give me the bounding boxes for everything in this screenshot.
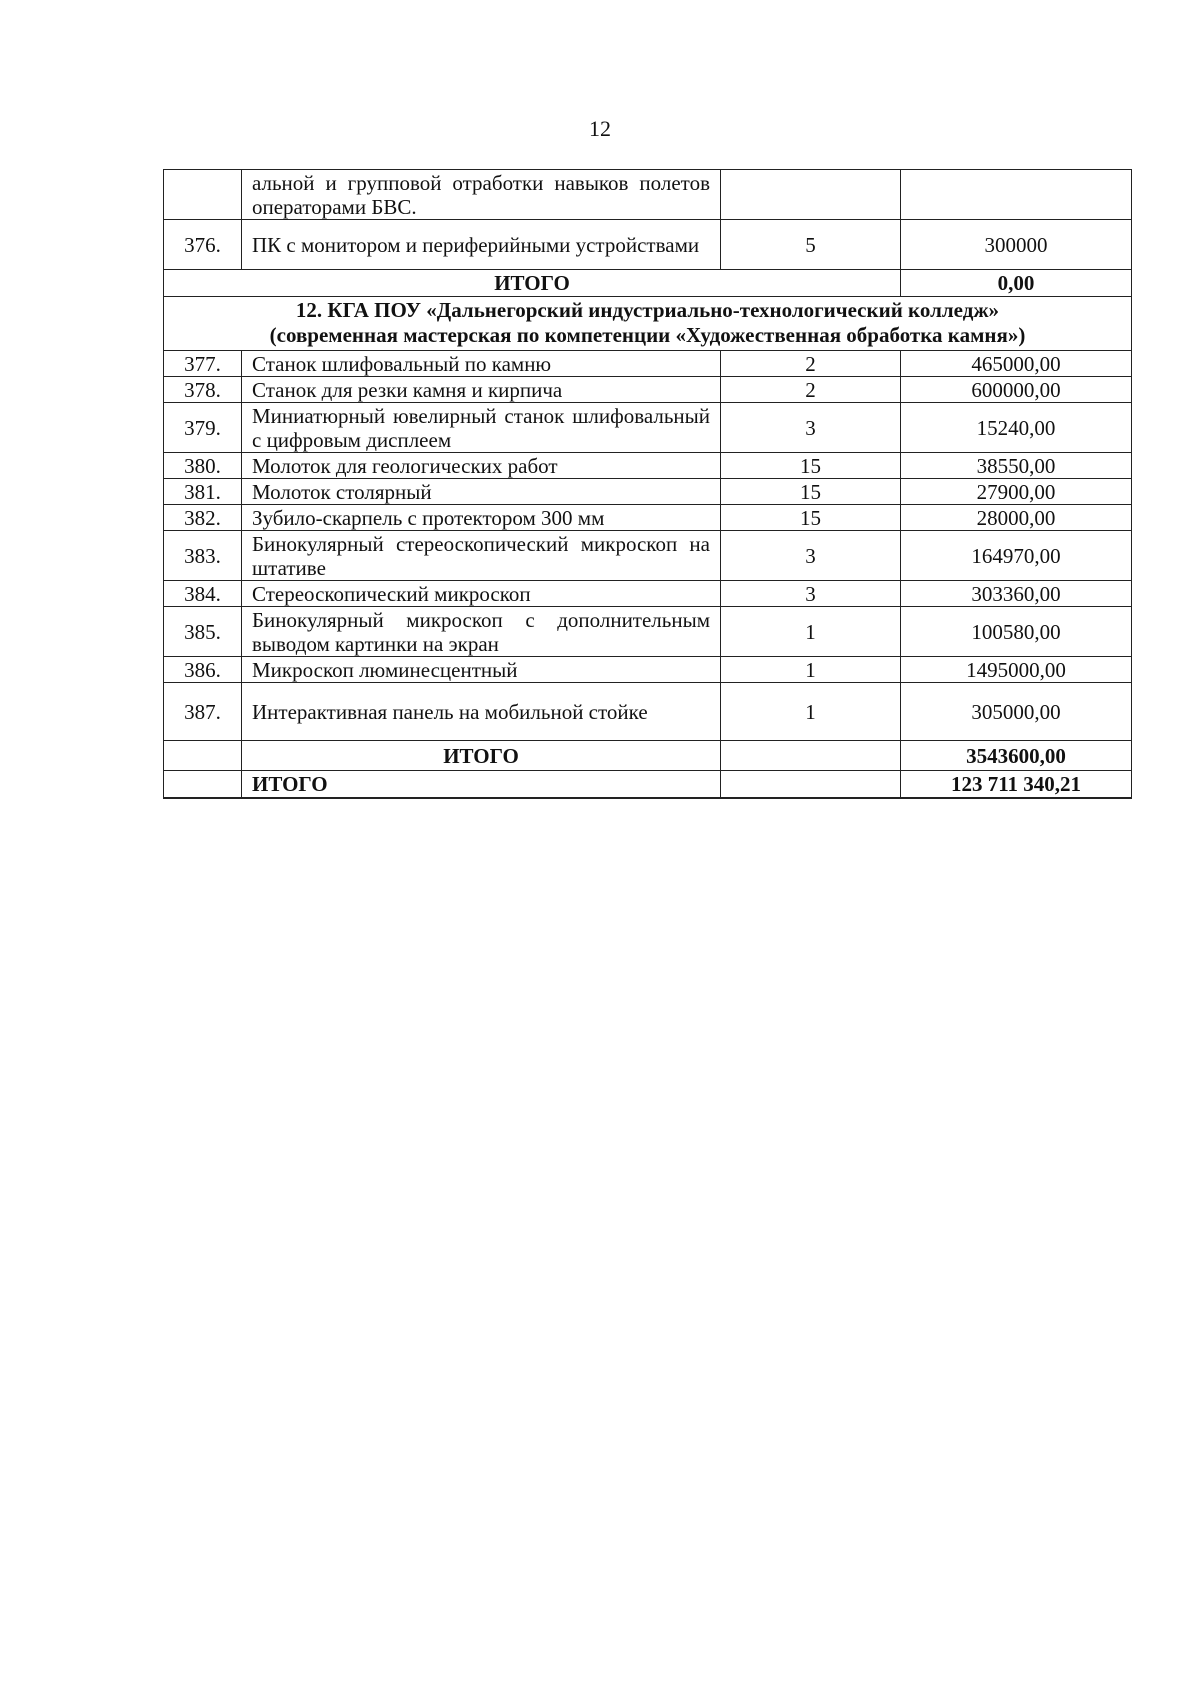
- grand-total-sum: 123 711 340,21: [901, 771, 1132, 798]
- section-total-row: [164, 741, 1132, 771]
- item-quantity: 3: [721, 531, 901, 581]
- item-quantity: 15: [721, 479, 901, 505]
- item-sum: [901, 170, 1132, 220]
- table-row: [164, 683, 1132, 741]
- table-row: [164, 581, 1132, 607]
- item-sum: 303360,00: [901, 581, 1132, 607]
- item-name: ПК с монитором и периферийными устройствами: [242, 220, 721, 270]
- page-number: 12: [589, 116, 611, 141]
- item-number: 386.: [164, 657, 242, 683]
- item-name: Молоток столярный: [242, 479, 721, 505]
- item-sum: 38550,00: [901, 453, 1132, 479]
- grand-total-row: [164, 771, 1132, 798]
- item-name: Миниатюрный ювелирный станок шлифовальный с цифровым дисплеем: [242, 403, 721, 453]
- item-number: 381.: [164, 479, 242, 505]
- item-quantity: 1: [721, 607, 901, 657]
- item-quantity: 15: [721, 453, 901, 479]
- item-name: Станок шлифовальный по камню: [242, 351, 721, 377]
- table-row: [164, 607, 1132, 657]
- item-quantity: 5: [721, 220, 901, 270]
- section-heading-line1: 12. КГА ПОУ «Дальнегорский индустриально-технологический колледж»: [295, 298, 1000, 322]
- section-heading: [164, 297, 1132, 351]
- section-total-sum: 0,00: [901, 270, 1132, 297]
- item-number: 377.: [164, 351, 242, 377]
- item-name: Интерактивная панель на мобильной стойке: [242, 683, 721, 741]
- table-row: [164, 403, 1132, 453]
- section-total-label: ИТОГО: [242, 741, 721, 771]
- section-total-row: [164, 270, 1132, 297]
- item-number: [164, 170, 242, 220]
- item-quantity: 3: [721, 403, 901, 453]
- item-quantity: 1: [721, 657, 901, 683]
- item-number: 379.: [164, 403, 242, 453]
- table-row: [164, 453, 1132, 479]
- table-row: [164, 170, 1132, 220]
- item-number: 380.: [164, 453, 242, 479]
- grand-total-label: ИТОГО: [242, 771, 721, 798]
- item-sum: 15240,00: [901, 403, 1132, 453]
- empty-cell: [721, 771, 901, 798]
- item-number: 387.: [164, 683, 242, 741]
- item-name: Станок для резки камня и кирпича: [242, 377, 721, 403]
- item-number: 384.: [164, 581, 242, 607]
- empty-cell: [164, 741, 242, 771]
- table-row: [164, 531, 1132, 581]
- item-number: 382.: [164, 505, 242, 531]
- item-name: Бинокулярный стереоскопический микроскоп на штативе: [242, 531, 721, 581]
- item-sum: 164970,00: [901, 531, 1132, 581]
- table-row: [164, 351, 1132, 377]
- item-number: 383.: [164, 531, 242, 581]
- item-sum: 300000: [901, 220, 1132, 270]
- item-sum: 600000,00: [901, 377, 1132, 403]
- item-name: Бинокулярный микроскоп с дополнительным выводом картинки на экран: [242, 607, 721, 657]
- item-sum: 1495000,00: [901, 657, 1132, 683]
- item-name: Молоток для геологических работ: [242, 453, 721, 479]
- item-quantity: [721, 170, 901, 220]
- item-quantity: 2: [721, 351, 901, 377]
- equipment-table: [163, 169, 1132, 799]
- item-number: 378.: [164, 377, 242, 403]
- item-name: альной и групповой отработки навыков полетов операторами БВС.: [242, 170, 721, 220]
- item-number: 376.: [164, 220, 242, 270]
- item-name: Зубило-скарпель с протектором 300 мм: [242, 505, 721, 531]
- item-name: Микроскоп люминесцентный: [242, 657, 721, 683]
- table-row: [164, 220, 1132, 270]
- item-name: Стереоскопический микроскоп: [242, 581, 721, 607]
- item-sum: 28000,00: [901, 505, 1132, 531]
- item-number: 385.: [164, 607, 242, 657]
- table-row: [164, 479, 1132, 505]
- empty-cell: [164, 771, 242, 798]
- table-row: [164, 657, 1132, 683]
- item-quantity: 1: [721, 683, 901, 741]
- section-total-label: ИТОГО: [164, 270, 901, 297]
- item-sum: 27900,00: [901, 479, 1132, 505]
- item-quantity: 3: [721, 581, 901, 607]
- table-row: [164, 505, 1132, 531]
- item-sum: 465000,00: [901, 351, 1132, 377]
- section-heading-row: [164, 297, 1132, 351]
- item-quantity: 2: [721, 377, 901, 403]
- section-total-sum: 3543600,00: [901, 741, 1132, 771]
- item-rows: [164, 351, 1132, 741]
- item-quantity: 15: [721, 505, 901, 531]
- table-row: [164, 377, 1132, 403]
- item-sum: 305000,00: [901, 683, 1132, 741]
- item-sum: 100580,00: [901, 607, 1132, 657]
- empty-cell: [721, 741, 901, 771]
- section-heading-line2: (современная мастерская по компетенции «Художественная обработка камня»): [269, 323, 1026, 347]
